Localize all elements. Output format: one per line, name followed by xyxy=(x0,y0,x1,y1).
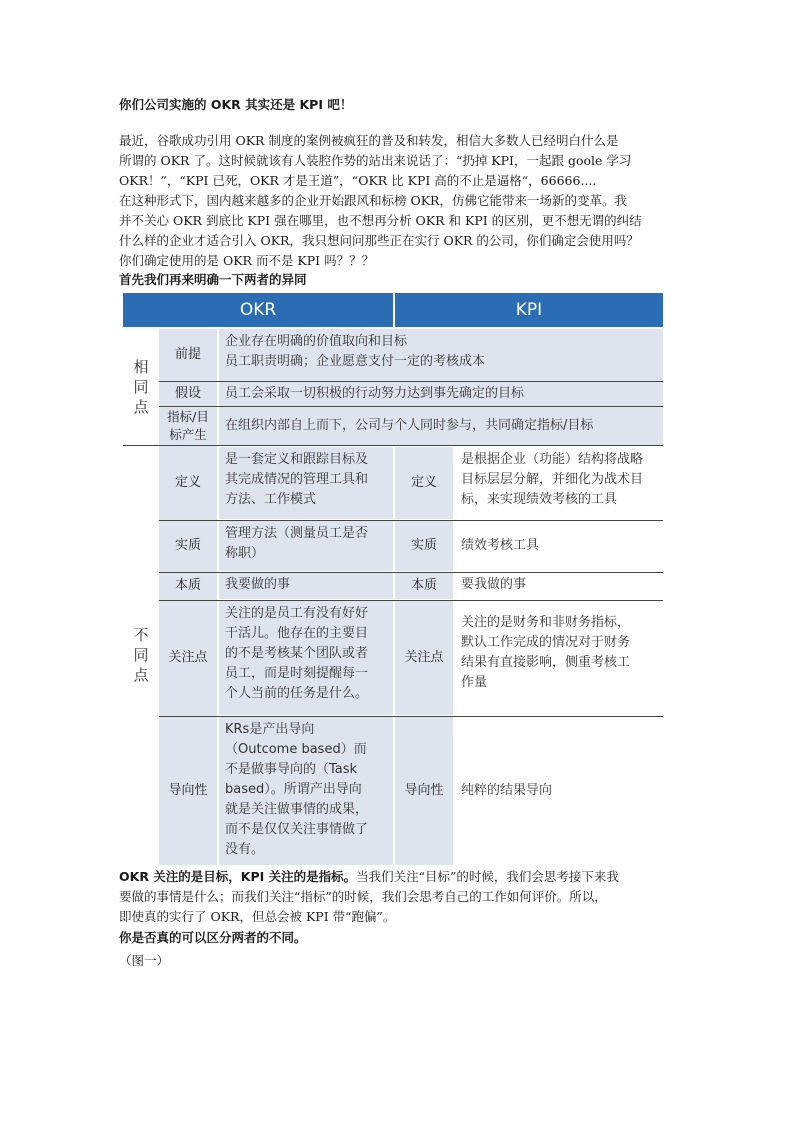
focus-okr xyxy=(219,601,393,715)
row-label-substance: 实质 xyxy=(174,538,201,553)
grid-line xyxy=(159,572,663,573)
conclusion-bold: OKR 关注的是目标，KPI 关注的是指标。 xyxy=(119,869,357,884)
intro-line: 并不关心 OKR 到底比 KPI 强在哪里，也不想再分析 OKR 和 KPI 的区别，更不想无谓的纠结 xyxy=(119,213,642,228)
orientation-okr-line: 没有。 xyxy=(225,842,265,857)
row-label-orientation: 导向性 xyxy=(168,783,208,798)
grid-line xyxy=(159,520,663,521)
substance-kpi-line: 绩效考核工具 xyxy=(461,538,540,553)
substance-okr-line: 管理方法（测量员工是否 xyxy=(225,526,369,541)
conclusion-rest: 当我们关注“目标”的时候，我们会思考接下来我 xyxy=(356,869,619,884)
header-okr: OKR xyxy=(123,293,393,327)
row-label-essence-kpi: 本质 xyxy=(395,573,453,599)
intro-line: OKR！”，“KPI 已死，OKR 才是王道”，“OKR 比 KPI 高的不止是逼格“，66666.... xyxy=(119,173,597,188)
orientation-okr-line: 而不是仅仅关注事情做了 xyxy=(225,822,369,837)
comparison-table xyxy=(119,293,667,867)
orientation-okr-line: KRs是产出导向 xyxy=(225,722,315,737)
row-label-substance-kpi: 实质 xyxy=(395,521,453,571)
focus-okr-line: 关注的是员工有没有好好 xyxy=(225,606,369,621)
diff-category-label: 不 同 点 xyxy=(133,626,149,684)
grid-line xyxy=(123,445,663,446)
focus-kpi-line: 作量 xyxy=(461,675,488,690)
focus-kpi-line: 关注的是财务和非财务指标， xyxy=(461,615,631,630)
focus-okr-line: 干活儿。他存在的主要目 xyxy=(225,626,369,641)
row-label-focus: 关注点 xyxy=(168,650,208,665)
intro-line: 在这种形式下，国内越来越多的企业开始跟风和标榜 OKR，仿佛它能带来一场新的变革。我 xyxy=(119,193,627,208)
essence-okr xyxy=(219,573,393,599)
definition-okr-line: 其完成情况的管理工具和 xyxy=(225,472,369,487)
focus-okr-line: 员工，而是时刻提醒每一 xyxy=(225,666,369,681)
row-label-target-origin: 指标/目 标产生 xyxy=(167,409,209,442)
figure-caption: （图一） xyxy=(119,953,170,968)
row-label-orientation-kpi: 导向性 xyxy=(395,717,453,865)
grid-line xyxy=(159,406,663,407)
document-page xyxy=(119,95,667,971)
question-heading: 你是否真的可以区分两者的不同。 xyxy=(119,930,307,945)
focus-okr-line: 个人当前的任务是什么。 xyxy=(225,686,369,701)
orientation-okr-line: （Outcome based）而 xyxy=(225,742,367,757)
focus-kpi xyxy=(455,601,663,715)
essence-kpi-line: 要我做的事 xyxy=(461,577,527,592)
grid-line xyxy=(159,716,663,717)
header-divider xyxy=(394,293,395,327)
section-heading: 首先我们再来明确一下两者的异同 xyxy=(119,272,307,287)
intro-line: 所谓的 OKR 了。这时候就该有人装腔作势的站出来说话了：“扔掉 KPI，一起跟 goole 学习 xyxy=(119,153,632,168)
orientation-kpi-line: 纯粹的结果导向 xyxy=(461,783,553,798)
conclusion-line: 要做的事情是什么；而我们关注“指标”的时候，我们会思考自己的工作如何评价。所以， xyxy=(119,889,607,904)
target-origin-text xyxy=(219,407,663,445)
orientation-okr-line: 就是关注做事情的成果， xyxy=(225,802,369,817)
substance-okr xyxy=(219,521,393,571)
target-origin-line: 在组织内部自上而下，公司与个人同时参与，共同确定指标/目标 xyxy=(225,418,594,433)
focus-kpi-line: 默认工作完成的情况对于财务 xyxy=(461,635,631,650)
assumption-text xyxy=(219,382,663,406)
definition-okr xyxy=(219,447,393,519)
intro-line: 最近，谷歌成功引用 OKR 制度的案例被疯狂的普及和转发，相信大多数人已经明白什么是 xyxy=(119,133,619,148)
header-kpi: KPI xyxy=(395,293,663,327)
intro-line: 什么样的企业才适合引入 OKR，我只想问问那些正在实行 OKR 的公司，你们确定会使用吗？ xyxy=(119,233,639,248)
focus-kpi-line: 结果有直接影响，侧重考核工 xyxy=(461,655,631,670)
row-label-premise: 前提 xyxy=(174,347,201,362)
focus-okr-line: 的不是考核某个团队或者 xyxy=(225,646,369,661)
conclusion-line: 即使真的实行了 OKR，但总会被 KPI 带“跑偏”。 xyxy=(119,909,396,924)
substance-okr-line: 称职） xyxy=(225,546,265,561)
row-label-definition-kpi: 定义 xyxy=(395,447,453,519)
premise-text xyxy=(219,329,663,381)
document-title: 你们公司实施的 OKR 其实还是 KPI 吧！ xyxy=(119,97,353,112)
premise-line: 员工职责明确；企业愿意支付一定的考核成本 xyxy=(225,354,486,369)
definition-kpi-line: 是根据企业（功能）结构将战略 xyxy=(461,452,644,467)
row-label-definition: 定义 xyxy=(174,475,201,490)
assumption-line: 员工会采取一切积极的行动努力达到事先确定的目标 xyxy=(225,386,525,401)
conclusion-line xyxy=(119,867,667,887)
intro-line: 你们确定使用的是 OKR 而不是 KPI 吗？？？ xyxy=(119,253,375,268)
row-label-essence: 本质 xyxy=(174,578,201,593)
orientation-okr xyxy=(219,717,393,865)
orientation-okr-line: 不是做事导向的（Task xyxy=(225,762,358,777)
definition-okr-line: 是一套定义和跟踪目标及 xyxy=(225,452,369,467)
row-label-assumption: 假设 xyxy=(174,386,201,401)
definition-kpi-line: 目标层层分解，并细化为战术目 xyxy=(461,472,644,487)
definition-okr-line: 方法、工作模式 xyxy=(225,492,317,507)
orientation-kpi xyxy=(455,717,663,865)
intro-paragraph xyxy=(119,131,667,271)
substance-kpi xyxy=(455,521,663,571)
definition-kpi xyxy=(455,447,663,519)
same-category-label: 相 同 点 xyxy=(133,358,149,416)
grid-line xyxy=(159,600,663,601)
row-label-focus-kpi: 关注点 xyxy=(395,601,453,715)
definition-kpi-line: 标，来实现绩效考核的工具 xyxy=(461,492,618,507)
orientation-okr-line: based）。所谓产出导向 xyxy=(225,782,362,797)
essence-kpi xyxy=(455,573,663,599)
essence-okr-line: 我要做的事 xyxy=(225,577,291,592)
grid-line xyxy=(159,381,663,382)
premise-line: 企业存在明确的价值取向和目标 xyxy=(225,334,408,349)
conclusion-paragraph xyxy=(119,867,667,927)
